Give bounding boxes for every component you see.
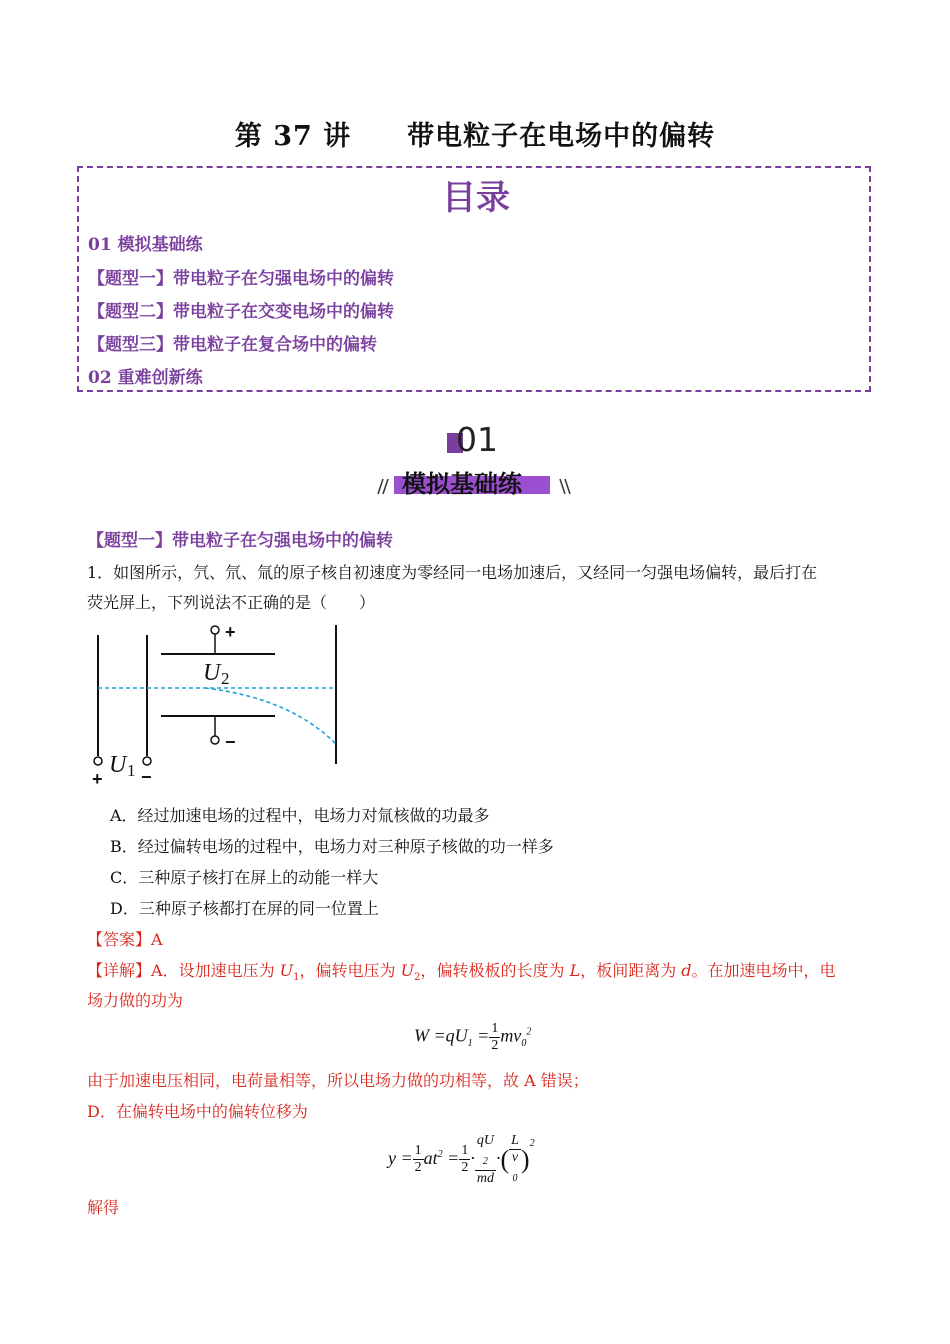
explanation-text-1d: ，板间距离为 (580, 961, 682, 980)
formula1-num: 1 (491, 1021, 499, 1036)
formula-displacement: y = $\frac{1}{2}$ $at^2$ = $\frac{1}{2}$ · qU $_2$ md ·( L v $_0$ )$^2$ (388, 1133, 535, 1186)
var-l: L (569, 961, 581, 980)
formula2-dot-2: · (495, 1148, 501, 1169)
explanation-line-1 (87, 958, 836, 983)
formula2-eq2: = (447, 1148, 460, 1169)
formula2-fraction-3 (475, 1133, 496, 1187)
u1-plus-sign: + (92, 769, 103, 788)
formula2-fraction-2 (459, 1143, 470, 1176)
option-d[interactable]: D．三种原子核都打在屏的同一位置上 (110, 899, 379, 918)
explanation-text-1e: 。在加速电场中，电 (691, 961, 836, 980)
var-u2: U (400, 961, 415, 980)
banner-number: 01 (456, 420, 498, 459)
formula2-at-sup: 2 (437, 1149, 443, 1161)
formula1-rhs: mv (500, 1025, 522, 1046)
formula1-qu: =qU (433, 1025, 468, 1046)
answer-value: A (151, 930, 163, 949)
option-a[interactable]: A．经过加速电场的过程中，电场力对氚核做的功最多 (110, 806, 490, 825)
formula2-l-den: v (511, 1150, 519, 1165)
answer-line (87, 927, 163, 950)
var-u1: U (279, 961, 294, 980)
var-u1-sub: 1 (293, 972, 300, 984)
explanation-text-1a: A．设加速电压为 (151, 961, 280, 980)
formula2-q-den: md (476, 1170, 494, 1186)
formula2-f2-num: 1 (461, 1143, 469, 1159)
formula1-rhs-sub: 0 (521, 1038, 527, 1050)
formula2-sup: 2 (529, 1138, 535, 1150)
u1-subscript: 1 (127, 761, 136, 780)
formula1-eq: = (477, 1025, 490, 1046)
explanation-line-2: 场力做的功为 (87, 991, 184, 1010)
formula1-sub1: 1 (467, 1038, 473, 1050)
explanation-text-1b: ，偏转电压为 (299, 961, 401, 980)
u2-plus-sign: + (225, 622, 236, 642)
var-d: d (681, 961, 692, 980)
u1-minus-sign: − (141, 767, 152, 787)
formula2-lhs: y (388, 1148, 396, 1169)
table-of-contents (77, 166, 871, 392)
explanation-line-3: 由于加速电压相同，电荷量相等，所以电场力做的功相等，故 A 错误； (87, 1071, 589, 1090)
formula2-fraction-1 (413, 1143, 424, 1176)
u2-subscript: 2 (221, 669, 230, 688)
type-heading: 【题型一】带电粒子在匀强电场中的偏转 (87, 531, 393, 551)
explanation-text-1c: ，偏转极板的长度为 (420, 961, 570, 980)
toc-item-type2[interactable]: 【题型二】带电粒子在交变电场中的偏转 (88, 302, 394, 322)
formula2-dot-1: · (470, 1148, 475, 1169)
banner-label: 模拟基础练 (402, 470, 522, 498)
formula2-f1-num: 1 (414, 1143, 422, 1159)
question-line-2: 荧光屏上，下列说法不正确的是（ ） (87, 593, 376, 612)
option-b[interactable]: B．经过偏转电场的过程中，电场力对三种原子核做的功一样多 (110, 837, 554, 856)
formula2-eq1: = (400, 1148, 413, 1169)
section-banner (374, 420, 576, 500)
circuit-diagram (85, 618, 355, 788)
explanation-line-5: 解得 (87, 1198, 120, 1217)
answer-label: 【答案】 (87, 930, 152, 949)
formula2-at: at (423, 1148, 438, 1169)
page-title: 第 37 讲 带电粒子在电场中的偏转 (234, 121, 716, 152)
var-u2-sub: 2 (414, 972, 421, 984)
toc-heading: 目录 (442, 178, 510, 218)
formula1-fraction (489, 1021, 500, 1054)
toc-item-type1[interactable]: 【题型一】带电粒子在匀强电场中的偏转 (88, 269, 394, 289)
u2-label: U (203, 660, 221, 686)
formula2-q-sub: 2 (482, 1155, 488, 1167)
formula2-q-num: qU (476, 1133, 494, 1148)
formula1-lhs: W (414, 1025, 429, 1046)
banner-slash-right-icon (556, 476, 576, 496)
explanation-label: 【详解】 (87, 961, 152, 980)
toc-item-type3[interactable]: 【题型三】带电粒子在复合场中的偏转 (88, 335, 377, 355)
formula1-den: 2 (491, 1038, 499, 1053)
formula1-rhs-sup: 2 (526, 1026, 532, 1038)
u1-label: U (109, 752, 127, 778)
banner-slash-left-icon (374, 476, 394, 496)
formula-work (414, 1021, 531, 1054)
formula2-f1-den: 2 (414, 1160, 422, 1176)
formula2-l-sub: 0 (512, 1172, 518, 1184)
question-line-1: 1．如图所示，氕、氘、氚的原子核自初速度为零经同一电场加速后，又经同一匀强电场偏转，最后打在 (87, 563, 818, 582)
u2-minus-sign: − (225, 732, 236, 752)
toc-item-basic[interactable]: 01 模拟基础练 (88, 235, 203, 255)
explanation-line-4: D．在偏转电场中的偏转位移为 (87, 1102, 308, 1121)
formula2-f2-den: 2 (461, 1160, 469, 1176)
option-c[interactable]: C．三种原子核打在屏上的动能一样大 (110, 868, 379, 887)
formula2-fraction-4 (509, 1133, 521, 1187)
formula2-l-num: L (511, 1133, 519, 1148)
toc-item-advanced[interactable]: 02 重难创新练 (88, 368, 203, 388)
